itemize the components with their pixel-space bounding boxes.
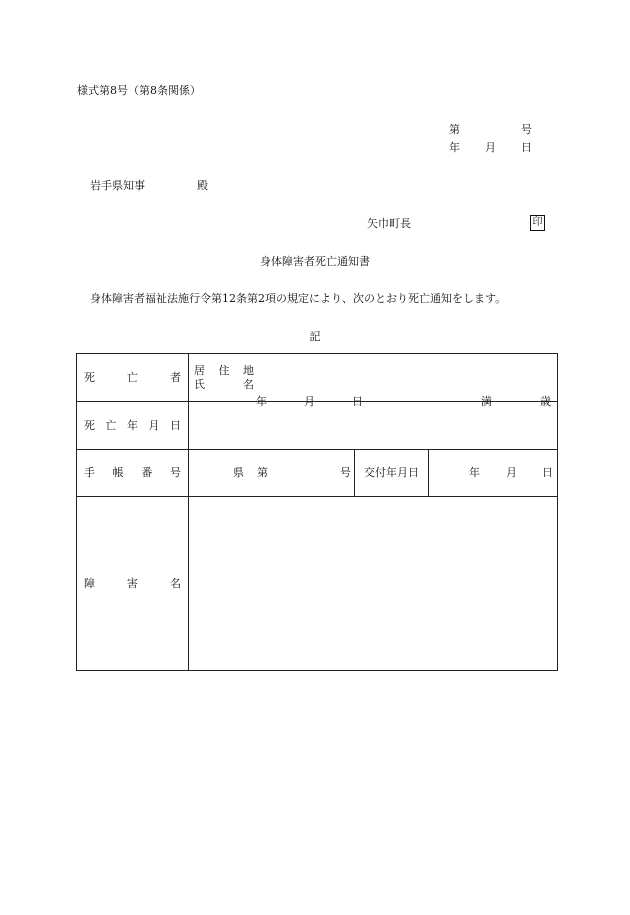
- prefecture-label: 県: [233, 466, 244, 479]
- death-date-cell[interactable]: [189, 395, 558, 450]
- issue-day-label: 日: [542, 466, 553, 479]
- issue-year-label: 年: [469, 466, 480, 479]
- label-disability-name: 障 害 名: [77, 497, 189, 671]
- document-number-suffix: 号: [521, 123, 532, 136]
- deceased-info-cell[interactable]: [189, 354, 558, 402]
- label-handbook-number: 手 帳 番 号: [77, 450, 189, 497]
- table-row-death-date: [77, 402, 558, 450]
- death-month-label: 月: [304, 395, 315, 408]
- table-row-disability-name: [77, 497, 558, 671]
- dai-label: 第: [257, 466, 268, 479]
- seal-mark: 印: [530, 215, 545, 231]
- label-char: 者: [170, 370, 181, 384]
- issue-date-label: 交付年月日: [364, 466, 419, 479]
- age-unit-label: 歳: [540, 395, 551, 408]
- body-text: 身体障害者福祉法施行令第12条第2項の規定により、次のとおり死亡通知をします。: [90, 292, 507, 305]
- issue-date-cell[interactable]: [429, 450, 558, 497]
- label-deceased: [77, 354, 189, 402]
- death-day-label: 日: [352, 395, 363, 408]
- issue-month-label: 月: [506, 466, 517, 479]
- handbook-number-cell[interactable]: [189, 450, 355, 497]
- label-char: 亡: [127, 370, 138, 384]
- addressee: 岩手県知事: [90, 179, 145, 192]
- addressee-honorific: 殿: [197, 179, 208, 192]
- table-row-handbook-number: [77, 450, 558, 497]
- name-label: 氏 名: [194, 377, 254, 391]
- ki-label: 記: [309, 330, 321, 343]
- sender: 矢巾町長: [367, 217, 411, 230]
- document-title: 身体障害者死亡通知書: [260, 255, 370, 268]
- death-year-label: 年: [256, 395, 267, 408]
- form-number: 様式第8号（第8条関係）: [77, 84, 201, 97]
- gou-label: 号: [340, 466, 351, 479]
- disability-name-cell[interactable]: [189, 497, 558, 671]
- document-number-prefix: 第: [449, 123, 460, 136]
- address-label: 居 住 地: [194, 363, 254, 377]
- notification-table: [76, 353, 558, 671]
- date-day-label: 日: [521, 141, 532, 154]
- issue-date-label-cell: [355, 450, 429, 497]
- label-death-date: 死 亡 年 月 日: [77, 402, 189, 450]
- age-full-label: 満: [481, 395, 492, 408]
- label-char: 死: [84, 370, 95, 384]
- date-year-label: 年: [449, 141, 460, 154]
- date-month-label: 月: [485, 141, 496, 154]
